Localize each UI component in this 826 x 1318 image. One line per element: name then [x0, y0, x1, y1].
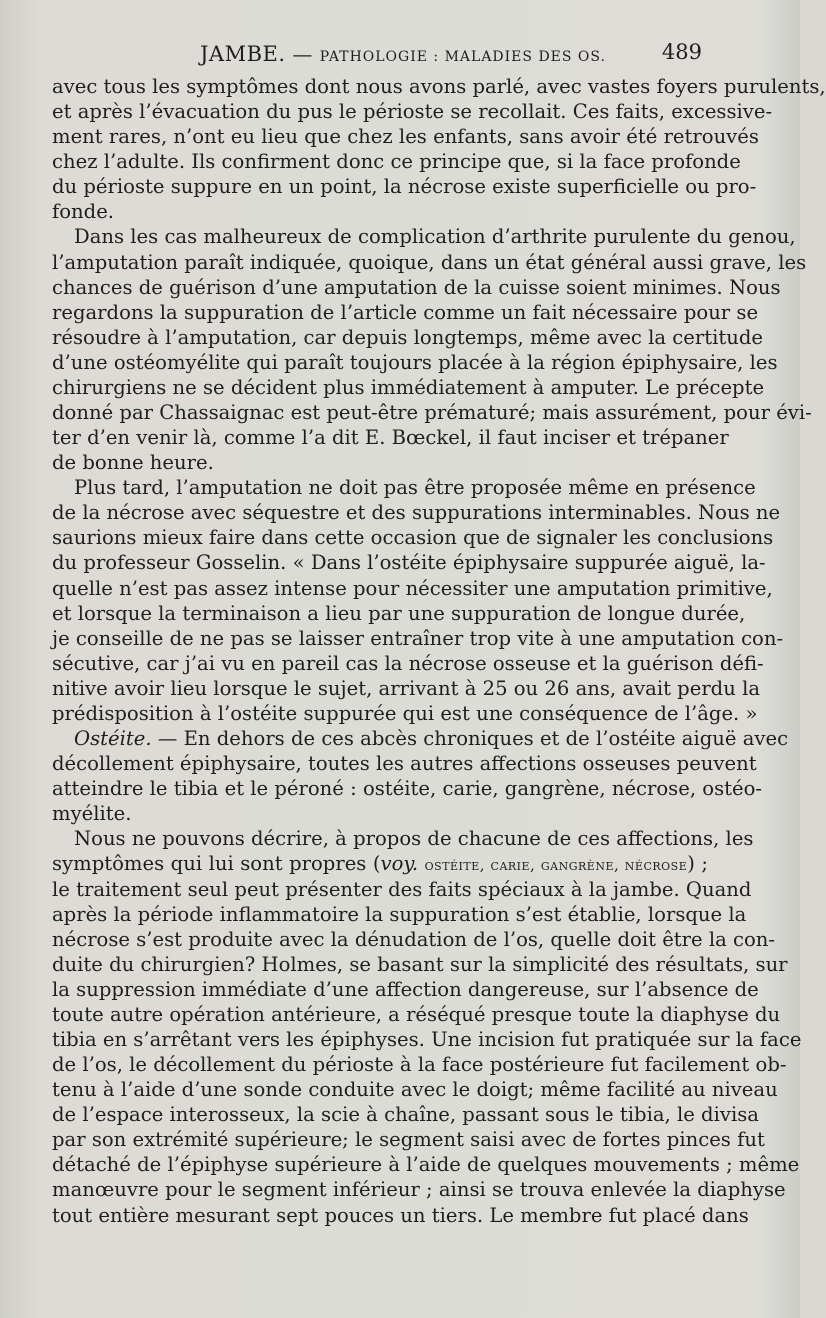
line-text: myélite.: [52, 802, 132, 826]
body-text: [52, 74, 826, 1228]
line-text: chirurgiens ne se décident plus immédiatement à amputer. Le précepte: [52, 375, 765, 399]
text-line: [52, 550, 766, 575]
line-text: symptômes qui lui sont propres (: [52, 852, 381, 876]
text-line: [52, 450, 708, 475]
line-text: et lorsque la terminaison a lieu par une suppuration de longue durée,: [52, 601, 746, 625]
line-text: avec tous les symptômes dont nous avons parlé, avec vastes foyers purulents,: [52, 75, 826, 98]
text-line: [52, 801, 708, 826]
line-tail: ) ;: [687, 852, 708, 876]
line-text: le traitement seul peut présenter des faits spéciaux à la jambe. Quand: [52, 877, 752, 901]
text-line: [52, 350, 778, 375]
text-line: [52, 1077, 778, 1102]
running-title-sub: PATHOLOGIE : MALADIES DES OS.: [319, 49, 606, 65]
text-line: [52, 99, 773, 124]
line-text: prédisposition à l’ostéite suppurée qui est une conséquence de l’âge. »: [52, 701, 758, 725]
line-text: regardons la suppuration de l’article comme un fait nécessaire pour se: [52, 300, 759, 324]
text-line: [52, 325, 764, 350]
line-text: nécrose s’est produite avec la dénudation de l’os, quelle doit être la con-: [52, 927, 776, 951]
text-line: [52, 275, 781, 300]
line-text: ter d’en venir là, comme l’a dit E. Bœckel, il faut inciser et trépaner: [52, 426, 729, 450]
reference-abbrev: voy.: [380, 852, 419, 876]
text-line: [52, 250, 807, 275]
text-line: [52, 224, 796, 249]
line-text: détaché de l’épiphyse supérieure à l’aide de quelques mouvements ; même: [52, 1153, 800, 1177]
line-text: chances de guérison d’une amputation de la cuisse soient minimes. Nous: [52, 275, 781, 299]
text-line: [52, 977, 759, 1002]
text-line: [52, 1127, 765, 1152]
line-text: quelle n’est pas assez intense pour nécessiter une amputation primitive,: [52, 576, 773, 600]
running-title: [200, 42, 606, 66]
line-text: sécutive, car j’ai vu en pareil cas la nécrose osseuse et la guérison défi-: [52, 651, 764, 675]
line-text: atteindre le tibia et le péroné : ostéite, carie, gangrène, nécrose, ostéo-: [52, 777, 763, 801]
text-line: [52, 1102, 759, 1127]
text-line: [52, 124, 759, 149]
text-line: [52, 902, 747, 927]
text-line: [52, 851, 708, 876]
line-text: toute autre opération antérieure, a réséqué presque toute la diaphyse du: [52, 1002, 781, 1026]
line-text: Dans les cas malheureux de complication d’arthrite purulente du genou,: [74, 225, 796, 249]
line-text: de bonne heure.: [52, 451, 214, 475]
text-line: [52, 300, 759, 325]
line-text: d’une ostéomyélite qui paraît toujours placée à la région épiphysaire, les: [52, 350, 778, 374]
text-line: [52, 576, 773, 601]
text-line: [52, 952, 788, 977]
text-line: [52, 1152, 800, 1177]
text-line: [52, 1177, 786, 1202]
page-number: 489: [661, 40, 702, 64]
line-text: Nous ne pouvons décrire, à propos de chacune de ces affections, les: [74, 827, 754, 851]
text-line: [52, 500, 781, 525]
line-text: et après l’évacuation du pus le périoste se recollait. Ces faits, excessive-: [52, 100, 773, 124]
line-text: de la nécrose avec séquestre et des suppurations interminables. Nous ne: [52, 501, 781, 525]
text-line: [52, 1027, 802, 1052]
line-text: par son extrémité supérieure; le segment saisi avec de fortes pinces fut: [52, 1128, 765, 1152]
text-line: [52, 776, 763, 801]
text-line: [52, 726, 789, 751]
line-text: décollement épiphysaire, toutes les autres affections osseuses peuvent: [52, 752, 757, 776]
line-text: de l’espace interosseux, la scie à chaîne, passant sous le tibia, le divisa: [52, 1103, 759, 1127]
line-text: du périoste suppure en un point, la nécrose existe superficielle ou pro-: [52, 175, 757, 199]
line-text: la suppression immédiate d’une affection dangereuse, sur l’absence de: [52, 977, 759, 1001]
line-text: je conseille de ne pas se laisser entraîner trop vite à une amputation con-: [52, 626, 784, 650]
line-text: tout entière mesurant sept pouces un tiers. Le membre fut placé dans: [52, 1203, 749, 1227]
running-title-main: JAMBE.: [200, 42, 286, 66]
line-text: manœuvre pour le segment inférieur ; ainsi se trouva enlevée la diaphyse: [52, 1178, 786, 1202]
text-line: [52, 1203, 749, 1228]
text-line: [52, 1052, 787, 1077]
text-line: [52, 149, 741, 174]
section-heading: Ostéite. —: [74, 727, 184, 751]
line-text: En dehors de ces abcès chroniques et de l’ostéite aiguë avec: [183, 727, 789, 751]
line-text: tenu à l’aide d’une sonde conduite avec le doigt; même facilité au niveau: [52, 1078, 778, 1102]
text-line: [52, 927, 776, 952]
text-line: [52, 525, 774, 550]
text-line: [52, 701, 758, 726]
line-text: Plus tard, l’amputation ne doit pas être proposée même en présence: [74, 476, 756, 500]
line-text: de l’os, le décollement du périoste à la face postérieure fut facilement ob-: [52, 1053, 787, 1077]
text-line: [52, 626, 784, 651]
line-text: l’amputation paraît indiquée, quoique, dans un état général aussi grave, les: [52, 250, 807, 274]
text-line: [52, 375, 765, 400]
text-line: [52, 651, 764, 676]
text-line: [52, 400, 812, 425]
line-text: chez l’adulte. Ils confirment donc ce principe que, si la face profonde: [52, 150, 741, 174]
line-text: ment rares, n’ont eu lieu que chez les enfants, sans avoir été retrouvés: [52, 125, 759, 149]
line-text: duite du chirurgien? Holmes, se basant sur la simplicité des résultats, sur: [52, 952, 788, 976]
running-title-dash: —: [292, 42, 313, 66]
text-line: [52, 475, 756, 500]
text-line: [52, 425, 729, 450]
line-text: tibia en s’arrêtant vers les épiphyses. Une incision fut pratiquée sur la face: [52, 1027, 802, 1051]
line-text: nitive avoir lieu lorsque le sujet, arrivant à 25 ou 26 ans, avait perdu la: [52, 676, 761, 700]
text-line: [52, 174, 757, 199]
line-text: fonde.: [52, 200, 115, 224]
line-text: donné par Chassaignac est peut-être prématuré; mais assurément, pour évi-: [52, 401, 812, 425]
cross-reference: ostéite, carie, gangrène, nécrose: [424, 856, 688, 875]
text-line: [52, 877, 752, 902]
text-line: [52, 199, 708, 224]
line-text: saurions mieux faire dans cette occasion que de signaler les conclusions: [52, 526, 774, 550]
text-line: [52, 826, 754, 851]
text-line: [52, 751, 757, 776]
text-line: [52, 74, 826, 99]
line-text: du professeur Gosselin. « Dans l’ostéite épiphysaire suppurée aiguë, la-: [52, 551, 766, 575]
text-line: [52, 601, 746, 626]
line-text: résoudre à l’amputation, car depuis longtemps, même avec la certitude: [52, 325, 764, 349]
text-line: [52, 676, 761, 701]
line-text: après la période inflammatoire la suppuration s’est établie, lorsque la: [52, 902, 747, 926]
running-header: [52, 38, 712, 72]
text-line: [52, 1002, 781, 1027]
